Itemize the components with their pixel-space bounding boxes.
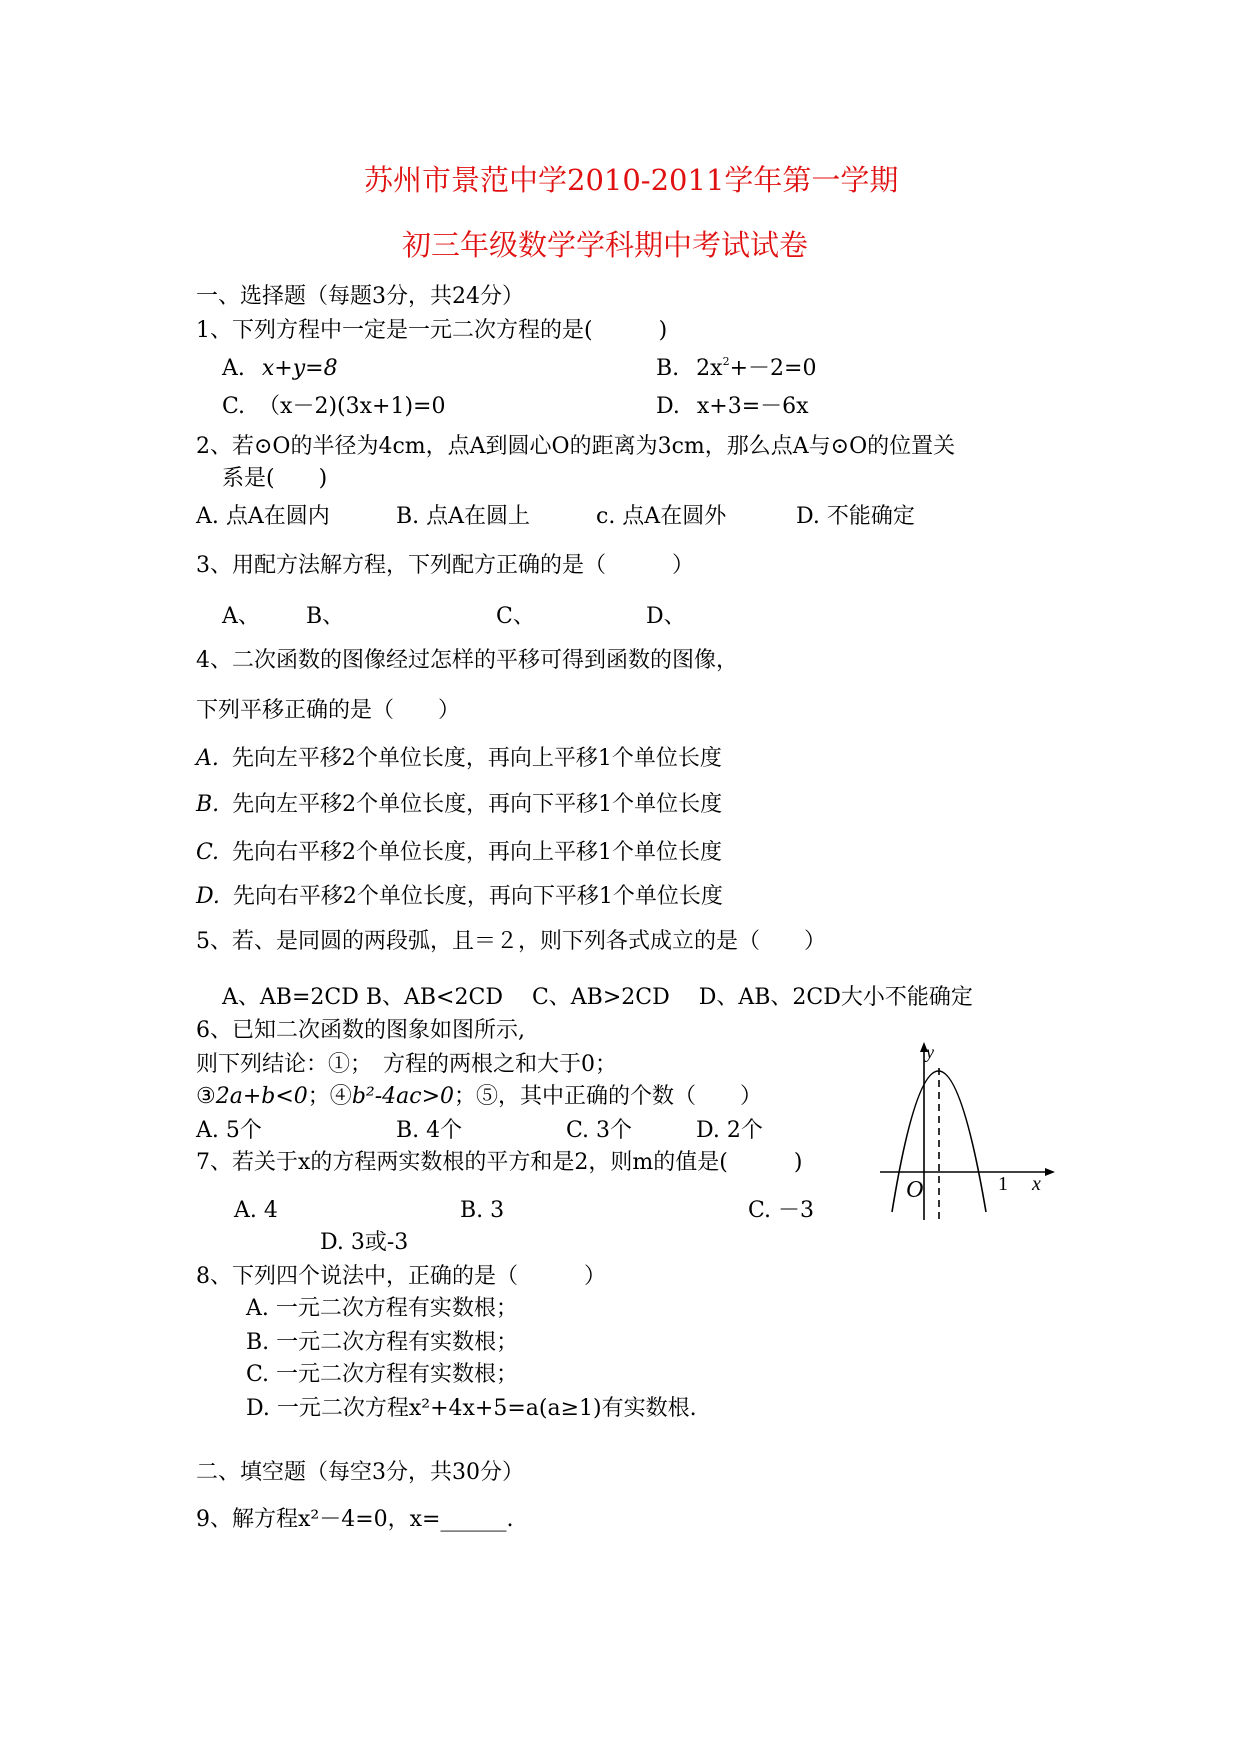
q6-option-a: A. 5个 [196,1118,262,1143]
tick-label-1: 1 [998,1173,1008,1195]
q6-stem-line3 [196,1086,762,1108]
q7-stem: 7、若关于x的方程两实数根的平方和是2，则m的值是( ) [196,1150,803,1175]
q6-option-d: D. 2个 [696,1118,763,1143]
exam-title-line2: 初三年级数学学科期中考试试卷 [402,228,809,262]
q1-option-d-label: D. [656,394,680,419]
q8-option-c: C. 一元二次方程有实数根； [246,1362,519,1387]
origin-label: O [906,1177,924,1203]
q1-option-b-math-post: +－2=0 [729,356,817,381]
q4-option-a-label: A. [196,746,219,771]
y-axis-label: y [926,1042,934,1062]
q3-option-d: D、 [646,604,686,629]
q5-stem: 5、若、是同圆的两段弧，且＝２，则下列各式成立的是（ ） [196,929,826,954]
q4-option-b-text: 先向左平移2个单位长度，再向下平移1个单位长度 [232,792,723,817]
q4-option-a-text: 先向左平移2个单位长度，再向上平移1个单位长度 [231,746,722,771]
q4-option-b [196,794,722,816]
q8-option-a: A. 一元二次方程有实数根； [246,1296,518,1321]
parabola-graph [880,1040,1060,1220]
q4-option-d-label: D. [196,884,220,909]
q4-option-b-label: B. [196,792,220,817]
x-axis-arrow [1045,1168,1055,1176]
q6-stem-line3-tail: ；⑤，其中正确的个数（ ） [454,1084,763,1109]
q7-option-b: B. 3 [460,1198,505,1223]
q7-option-a: A. 4 [234,1198,278,1223]
q1-option-a-label: A. [222,356,245,381]
q1-option-c-math: （x－2)(3x+1)=0 [258,394,446,419]
q8-option-d: D. 一元二次方程x²+4x+5=a(a≥1)有实数根. [246,1396,697,1421]
q1-option-d [656,396,809,418]
q7-option-c: C. －3 [748,1198,815,1223]
q4-option-c [196,842,722,864]
q4-stem-line1: 4、二次函数的图像经过怎样的平移可得到函数的图像， [196,648,738,673]
q4-stem-line2: 下列平移正确的是（ ） [196,698,461,723]
q8-stem: 8、下列四个说法中，正确的是（ ） [196,1264,606,1289]
q2-option-a: A. 点A在圆内 [196,504,330,529]
q1-stem: 1、下列方程中一定是一元二次方程的是( ) [196,318,668,343]
q2-stem-line2: 系是( ) [222,466,328,491]
q1-option-a [222,358,338,380]
q1-option-d-math: x+3=－6x [696,394,809,419]
q4-option-a [196,748,722,770]
q3-stem: 3、用配方法解方程，下列配方正确的是（ ） [196,553,694,578]
q1-option-b [656,355,817,381]
q3-option-c: C、 [496,604,535,629]
section1-heading: 一、选择题（每题3分，共24分） [196,284,524,309]
q6-option-b: B. 4个 [396,1118,463,1143]
q6-stem-line2: 则下列结论：①； 方程的两根之和大于0； [196,1052,617,1077]
q9-stem: 9、解方程x²－4=0，x=______. [196,1507,514,1532]
q4-option-c-text: 先向右平移2个单位长度，再向上平移1个单位长度 [232,840,723,865]
q6-item3-math: 2a+b<0 [215,1084,308,1109]
q6-stem-line1: 6、已知二次函数的图象如图所示, [196,1018,525,1043]
x-axis-label: x [1032,1173,1041,1195]
q1-option-b-math-pre: 2x [696,356,723,381]
exam-title-line1: 苏州市景范中学2010-2011学年第一学期 [364,163,899,197]
q2-option-b: B. 点A在圆上 [396,504,531,529]
q1-option-c [222,396,445,418]
q6-item4-math: b²-4ac>0 [351,1084,455,1109]
q1-option-a-math: x+y=8 [261,356,338,381]
q2-option-d: D. 不能确定 [796,504,915,529]
q1-option-b-sup: 2 [722,355,730,368]
q3-option-b: B、 [306,604,345,629]
q4-option-d [196,886,723,908]
q8-option-b: B. 一元二次方程有实数根； [246,1330,519,1355]
q5-options: A、AB=2CD B、AB<2CD C、AB>2CD D、AB、2CD大小不能确定 [222,985,973,1010]
q6-option-c: C. 3个 [566,1118,633,1143]
q2-stem-line1: 2、若⊙O的半径为4cm，点A到圆心O的距离为3cm，那么点A与⊙O的位置关 [196,434,956,459]
q4-option-d-text: 先向右平移2个单位长度，再向下平移1个单位长度 [232,884,723,909]
q6-item3-marker: ③ [196,1084,216,1109]
q1-option-b-label: B. [656,356,680,381]
q7-option-d: D. 3或-3 [320,1230,409,1255]
q1-option-c-label: C. [222,394,246,419]
q4-option-c-label: C. [196,840,220,865]
q2-option-c: c. 点A在圆外 [596,504,727,529]
section2-heading: 二、填空题（每空3分，共30分） [196,1460,524,1485]
q3-option-a: A、 [222,604,260,629]
q6-item4-marker: ；④ [307,1084,352,1109]
